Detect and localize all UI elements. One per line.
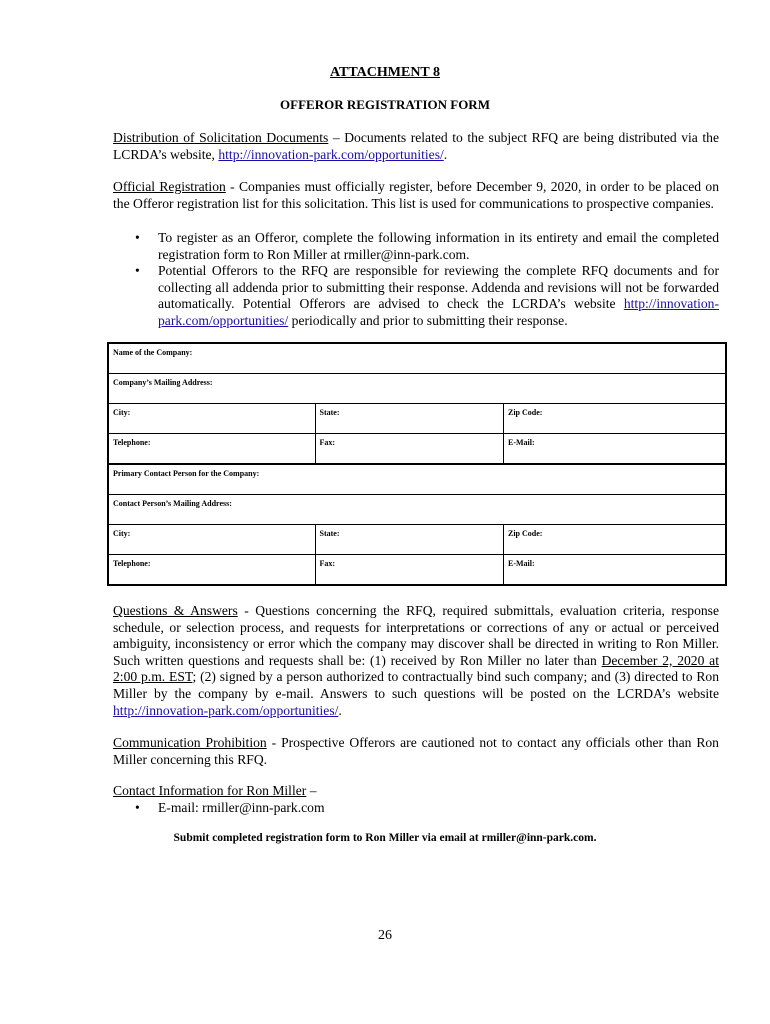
registration-text: - Companies must officially register, before December 9, 2020, in order to be placed on the Offeror registration list for this solicitation. This list is used for communications to prospective companies. [113,179,719,211]
page-number: 26 [378,928,392,943]
bullet-icon: • [135,263,140,279]
registration-label: Official Registration [113,179,226,194]
list-item [113,800,719,817]
submit-note: Submit completed registration form to Ron Miller via email at rmiller@inn-park.com. [173,832,597,844]
company-email-field[interactable]: E-Mail: [504,434,727,465]
contact-email: E-mail: rmiller@inn-park.com [158,800,325,815]
registration-paragraph [113,179,719,212]
company-address-field[interactable]: Company’s Mailing Address: [108,374,726,404]
contact-label: Contact Information for Ron Miller [113,783,307,798]
contact-bullet-list [113,800,719,817]
bullet-icon: • [135,800,140,815]
contact-state-field[interactable]: State: [315,525,503,555]
qa-link[interactable]: http://innovation-park.com/opportunities/ [113,702,339,718]
contact-city-field[interactable]: City: [108,525,315,555]
distribution-paragraph: Distribution of Solicitation Documents – Documents related to the subject RFQ are being distributed via the LCRDA’s website, http://innovation-park.com/opportunities/. [113,130,719,162]
contact-paragraph: Contact Information for Ron Miller – [113,783,317,798]
prohibition-label: Communication Prohibition [113,735,267,750]
company-zip-field[interactable]: Zip Code: [504,404,727,434]
contact-telephone-field[interactable]: Telephone: [108,555,315,586]
distribution-text: – Documents related to the subject RFQ are being distributed via the LCRDA’s website, [113,130,719,162]
prohibition-paragraph: Communication Prohibition - Prospective Offerors are cautioned not to contact any officials other than Ron Miller concerning this RFQ. [113,735,719,767]
opportunities-link[interactable]: http://innovation-park.com/opportunities/ [158,296,719,328]
list-item: • Potential Offerors to the RFQ are responsible for reviewing the complete RFQ documents and for collecting all addenda prior to submitting their response. Addenda and revisions will not be forwarded automatically. Potential Offerors are advised to check the LCRDA’s website http://innovation-park.com/opportunities/ periodically and prior to submitting their response. [135,263,719,328]
distribution-label: Distribution of Solicitation Documents [113,130,329,145]
company-telephone-field[interactable]: Telephone: [108,434,315,465]
qa-paragraph: Questions & Answers - Questions concerning the RFQ, required submittals, evaluation criteria, response schedule, or selection process, and requests for interpretations or corrections of any or actual or perceived ambiguity, inconsistency or error which the company may discover shall be directed in writing to Ron Miller. Such written questions and requests shall be: (1) received by Ron Miller no later than December 2, 2020 at 2:00 p.m. EST; (2) signed by a person authorized to contractually bind such company; and (3) directed to Ron Miller by the company by e-mail. Answers to such questions will be posted on the LCRDA’s website http://innovation-park.com/opportunities/. [113,603,720,718]
registration-bullet-list [113,230,719,330]
form-title: OFFEROR REGISTRATION FORM [280,97,490,112]
contact-person-field[interactable]: Primary Contact Person for the Company: [108,464,726,495]
company-fax-field[interactable]: Fax: [315,434,503,465]
contact-address-field[interactable]: Contact Person’s Mailing Address: [108,495,726,525]
company-city-field[interactable]: City: [108,404,315,434]
qa-deadline: December 2, 2020 at 2:00 p.m. EST [113,652,719,685]
company-state-field[interactable]: State: [315,404,503,434]
distribution-link[interactable]: http://innovation-park.com/opportunities/ [218,146,444,162]
qa-label: Questions & Answers [113,603,238,618]
list-item: • To register as an Offeror, complete the following information in its entirety and email the completed registration form to Ron Miller at rmiller@inn-park.com. [135,230,719,262]
contact-fax-field[interactable]: Fax: [315,555,503,586]
contact-email-field[interactable]: E-Mail: [504,555,727,586]
bullet-icon: • [135,230,140,245]
company-name-field[interactable]: Name of the Company: [108,343,726,374]
attachment-heading: ATTACHMENT 8 [329,65,441,80]
contact-zip-field[interactable]: Zip Code: [504,525,727,555]
registration-form-table [107,342,727,586]
